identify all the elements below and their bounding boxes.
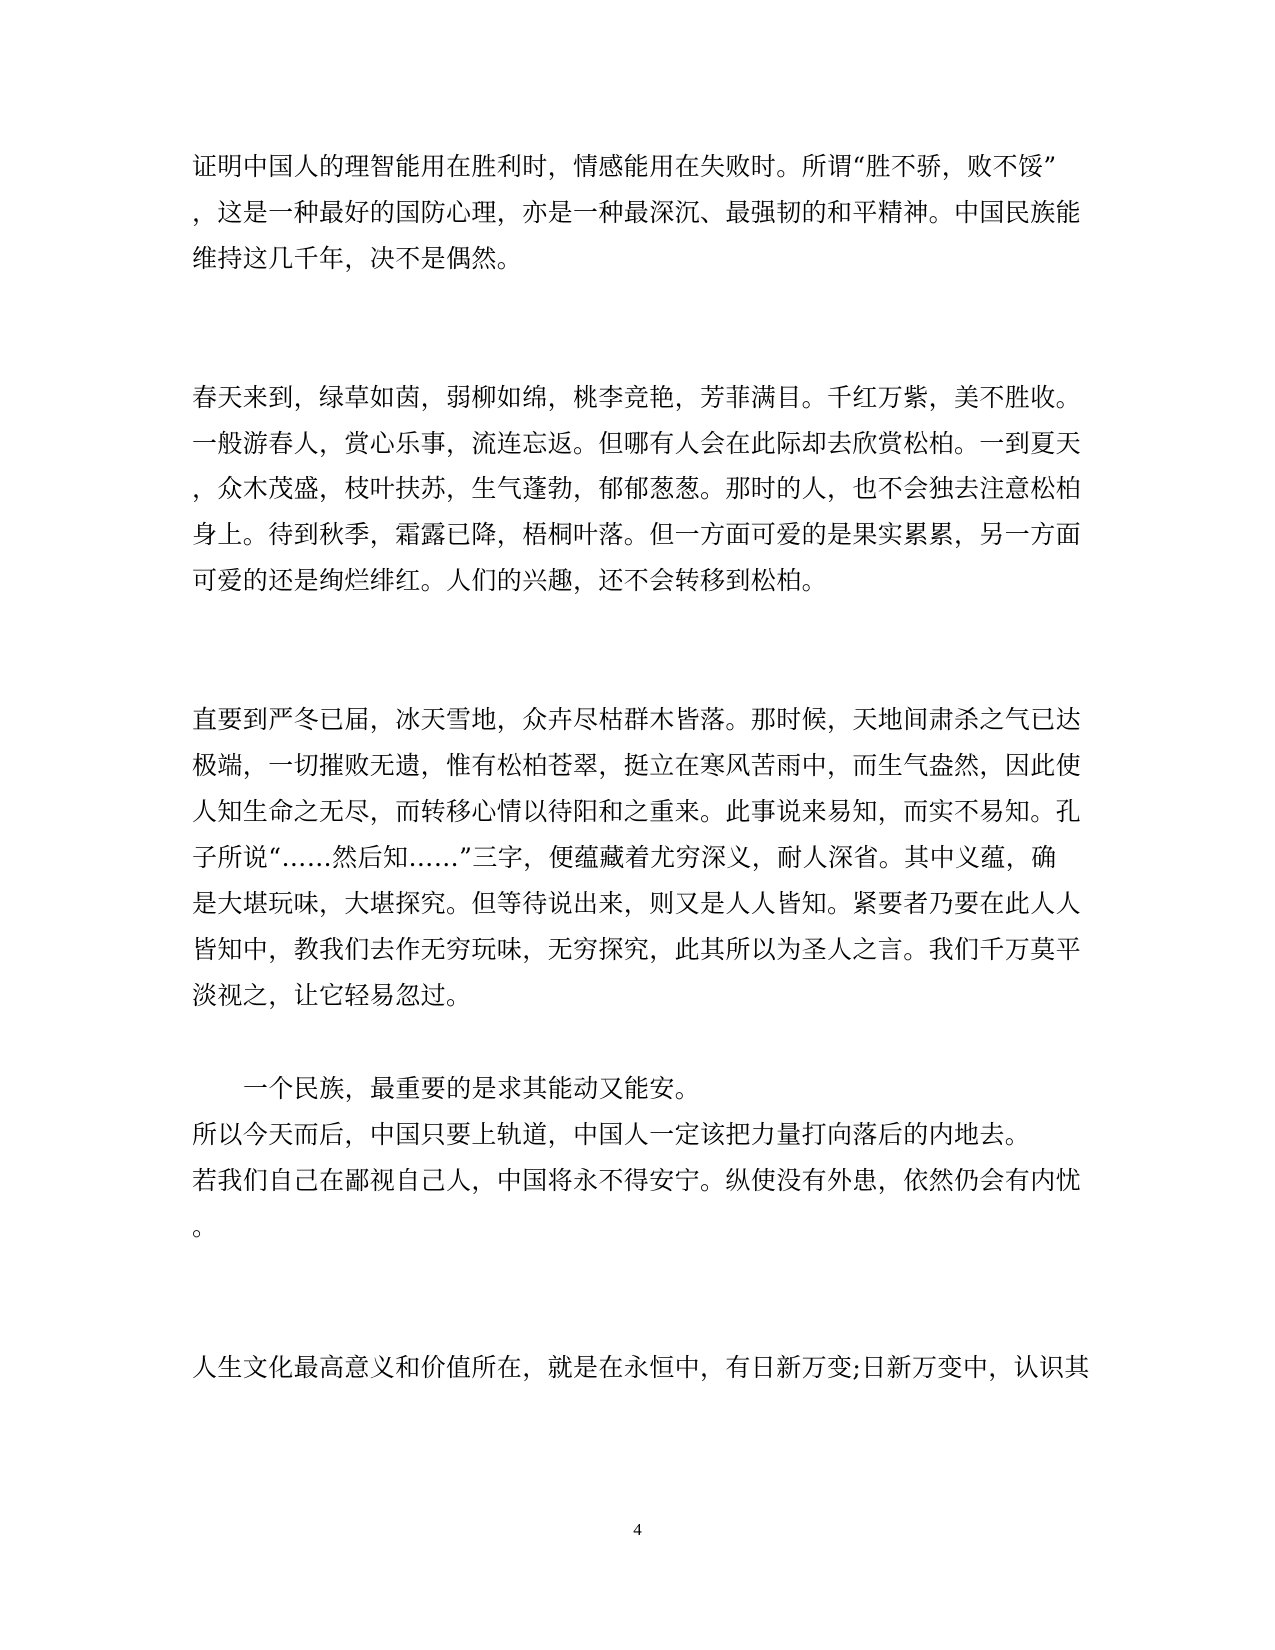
paragraph-3-line-2: 极端，一切摧败无遗，惟有松柏苍翠，挺立在寒风苦雨中，而生气盎然，因此使 bbox=[192, 751, 1082, 780]
paragraph-2-line-5: 可爱的还是绚烂绯红。人们的兴趣，还不会转移到松柏。 bbox=[192, 566, 828, 595]
paragraph-3-line-5: 是大堪玩味，大堪探究。但等待说出来，则又是人人皆知。紧要者乃要在此人人 bbox=[192, 889, 1082, 918]
paragraph-2-line-4: 身上。待到秋季，霜露已降，梧桐叶落。但一方面可爱的是果实累累，另一方面 bbox=[192, 520, 1082, 549]
paragraph-4-line-4: 。 bbox=[192, 1212, 218, 1241]
paragraph-2-line-3: ，众木茂盛，枝叶扶苏，生气蓬勃，郁郁葱葱。那时的人，也不会独去注意松柏 bbox=[192, 474, 1082, 503]
paragraph-3-line-3: 人知生命之无尽，而转移心情以待阳和之重来。此事说来易知，而实不易知。孔 bbox=[192, 797, 1082, 826]
paragraph-3-line-4: 子所说“……然后知……”三字，便蕴藏着尤穷深义，耐人深省。其中义蕴，确 bbox=[192, 843, 1057, 872]
paragraph-2-line-2: 一般游春人，赏心乐事，流连忘返。但哪有人会在此际却去欣赏松柏。一到夏天 bbox=[192, 429, 1082, 458]
paragraph-2-line-1: 春天来到，绿草如茵，弱柳如绵，桃李竞艳，芳菲满目。千红万紫，美不胜收。 bbox=[192, 383, 1082, 412]
paragraph-3-line-1: 直要到严冬已届，冰天雪地，众卉尽枯群木皆落。那时候，天地间肃杀之气已达 bbox=[192, 705, 1082, 734]
paragraph-1-line-1: 证明中国人的理智能用在胜利时，情感能用在失败时。所谓“胜不骄，败不馁” bbox=[192, 152, 1057, 181]
paragraph-4-line-1: 一个民族，最重要的是求其能动又能安。 bbox=[243, 1074, 701, 1103]
paragraph-5-line-1: 人生文化最高意义和价值所在，就是在永恒中，有日新万变;日新万变中，认识其 bbox=[192, 1353, 1090, 1382]
page-number: 4 bbox=[633, 1520, 642, 1539]
paragraph-1-line-2: ，这是一种最好的国防心理，亦是一种最深沉、最强韧的和平精神。中国民族能 bbox=[192, 198, 1082, 227]
paragraph-3-line-7: 淡视之，让它轻易忽过。 bbox=[192, 981, 472, 1010]
paragraph-1-line-3: 维持这几千年，决不是偶然。 bbox=[192, 244, 523, 273]
paragraph-3-line-6: 皆知中，教我们去作无穷玩味，无穷探究，此其所以为圣人之言。我们千万莫平 bbox=[192, 935, 1082, 964]
paragraph-4-line-2: 所以今天而后，中国只要上轨道，中国人一定该把力量打向落后的内地去。 bbox=[192, 1120, 1031, 1149]
paragraph-4-line-3: 若我们自己在鄙视自己人，中国将永不得安宁。纵使没有外患，依然仍会有内忧 bbox=[192, 1166, 1082, 1195]
